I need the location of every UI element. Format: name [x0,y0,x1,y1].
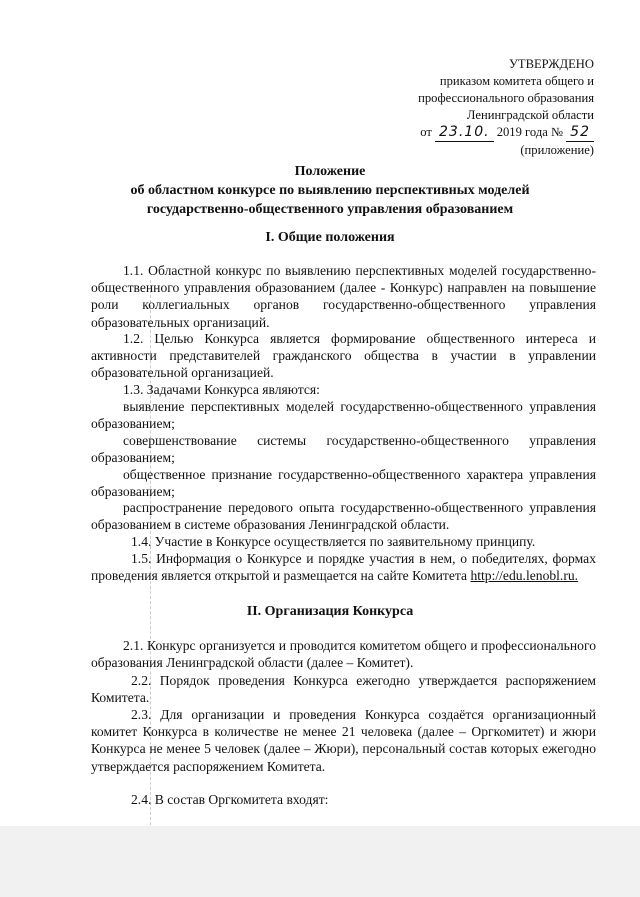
handwritten-date: 23.10. [435,124,494,142]
approval-stamp [418,56,594,159]
task-item-4: распространение передового опыта государственно-общественного управления образованием в системе образования Ленинградской области. [91,500,596,533]
paragraph-1-5: 1.5. Информация о Конкурсе и порядке участия в нем, о победителях, формах проведения является открытой и размещается на сайте Комитета http://edu.lenobl.ru. [91,551,596,584]
task-item-1: выявление перспективных моделей государственно-общественного управления образованием; [91,399,596,432]
approval-date-line: от 23.10. 2019 года № 52 [418,124,594,142]
approval-appendix: (приложение) [520,143,594,157]
task-item-3: общественное признание государственно-общественного характера управления образованием; [91,467,596,500]
handwritten-number: 52 [566,124,594,142]
paragraph-2-3: 2.3. Для организации и проведения Конкурса создаётся организационный комитет Конкурса в количестве не менее 21 человека (далее – Оргкомитет) и жюри Конкурса не менее 5 человек (далее – Жюри), персональный состав которых ежегодно утверждается распоряжением Комитета. [91,707,596,774]
paragraph-1-1: 1.1. Областной конкурс по выявлению перспективных моделей государственно-общественного управления образованием (далее - Конкурс) направлен на повышение роли коллегиальных органов государственно-общественного управления образовательных организаций. [91,263,596,330]
paragraph-1-3: 1.3. Задачами Конкурса являются: [123,382,320,397]
task-item-2: совершенствование системы государственно-общественного управления образованием; [91,433,596,466]
paragraph-2-1: 2.1. Конкурс организуется и проводится комитетом общего и профессионального образования Ленинградской области (далее – Комитет). [91,638,596,671]
approval-line-4: Ленинградской области [466,108,594,122]
document-title: Положение об областном конкурсе по выявлению перспективных моделей государственно-общественного управления образованием [130,164,530,217]
website-link[interactable]: http://edu.lenobl.ru. [470,568,579,584]
approval-title: УТВЕРЖДЕНО [508,57,594,71]
paragraph-2-2: 2.2. Порядок проведения Конкурса ежегодно утверждается распоряжением Комитета. [91,673,596,706]
approval-line-2: приказом комитета общего и [439,74,594,88]
paragraph-1-4: 1.4. Участие в Конкурсе осуществляется по заявительному принципу. [131,534,536,549]
approval-line-3: профессионального образования [418,91,594,105]
section-2-heading: II. Организация Конкурса [246,604,414,619]
paragraph-2-4: 2.4. В состав Оргкомитета входят: [131,792,329,807]
paragraph-1-2: 1.2. Целью Конкурса является формирование общественного интереса и активности представителей гражданского общества в участии в управлении образовательной организацией. [91,331,596,381]
scan-bottom-shadow [0,826,640,897]
section-1-heading: I. Общие положения [265,230,395,245]
